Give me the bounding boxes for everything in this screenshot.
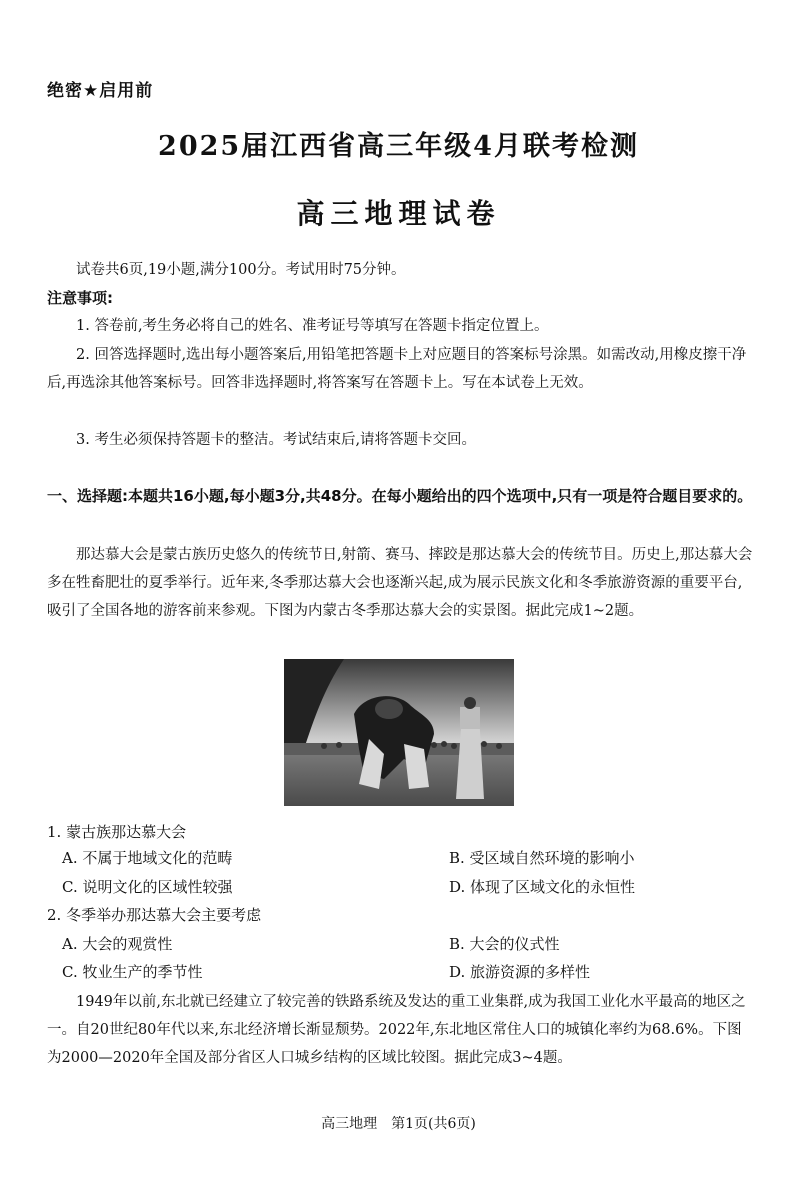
naadam-photo-illustration (284, 659, 514, 806)
note-item-2: 2. 回答选择题时,选出每小题答案后,用铅笔把答题卡上对应题目的答案标号涂黑。如需改动,用橡皮擦干净后,再选涂其他答案标号。回答非选择题时,将答案写在答题卡上。写在本试卷上无效。 (47, 347, 747, 391)
exam-intro: 试卷共6页,19小题,满分100分。考试用时75分钟。 (76, 262, 406, 278)
question-2-option-d: D. 旅游资源的多样性 (449, 963, 591, 981)
question-2-option-a: A. 大会的观赏性 (62, 935, 173, 953)
note-item-3: 3. 考生必须保持答题卡的整洁。考试结束后,请将答题卡交回。 (76, 432, 477, 448)
page-footer: 高三地理 第1页(共6页) (321, 1116, 476, 1132)
passage-2: 1949年以前,东北就已经建立了较完善的铁路系统及发达的重工业集群,成为我国工业化水平最高的地区之一。自20世纪80年代以来,东北经济增长渐显颓势。2022年,东北地区常住人口的城镇化率约为68.6%。下图为2000—2020年全国及部分省区人口城乡结构的区域比较图。据此完成3~4题。 (47, 994, 746, 1066)
exam-subtitle: 高三地理试卷 (296, 197, 501, 230)
exam-title: 2025届江西省高三年级4月联考检测 (158, 131, 639, 162)
question-1-stem: 1. 蒙古族那达慕大会 (47, 823, 187, 841)
naadam-wrestling-photo (284, 659, 514, 806)
question-2-stem: 2. 冬季举办那达慕大会主要考虑 (47, 906, 262, 924)
note-item-1: 1. 答卷前,考生务必将自己的姓名、准考证号等填写在答题卡指定位置上。 (76, 318, 549, 334)
question-1-option-d: D. 体现了区域文化的永恒性 (449, 878, 636, 896)
question-2-option-c: C. 牧业生产的季节性 (62, 963, 203, 981)
question-2-option-b: B. 大会的仪式性 (449, 935, 560, 953)
notes-heading: 注意事项: (47, 289, 113, 307)
confidential-label: 绝密★启用前 (47, 81, 154, 101)
question-1-option-b: B. 受区域自然环境的影响小 (449, 849, 635, 867)
passage-1: 那达慕大会是蒙古族历史悠久的传统节日,射箭、赛马、摔跤是那达慕大会的传统节目。历史上,那达慕大会多在牲畜肥壮的夏季举行。近年来,冬季那达慕大会也逐渐兴起,成为展示民族文化和冬季旅游资源的重要平台,吸引了全国各地的游客前来参观。下图为内蒙古冬季那达慕大会的实景图。据此完成1~2题。 (47, 547, 753, 619)
question-1-option-c: C. 说明文化的区域性较强 (62, 878, 233, 896)
section-1-heading: 一、选择题:本题共16小题,每小题3分,共48分。在每小题给出的四个选项中,只有一项是符合题目要求的。 (47, 487, 753, 505)
question-1-option-a: A. 不属于地域文化的范畴 (62, 849, 233, 867)
